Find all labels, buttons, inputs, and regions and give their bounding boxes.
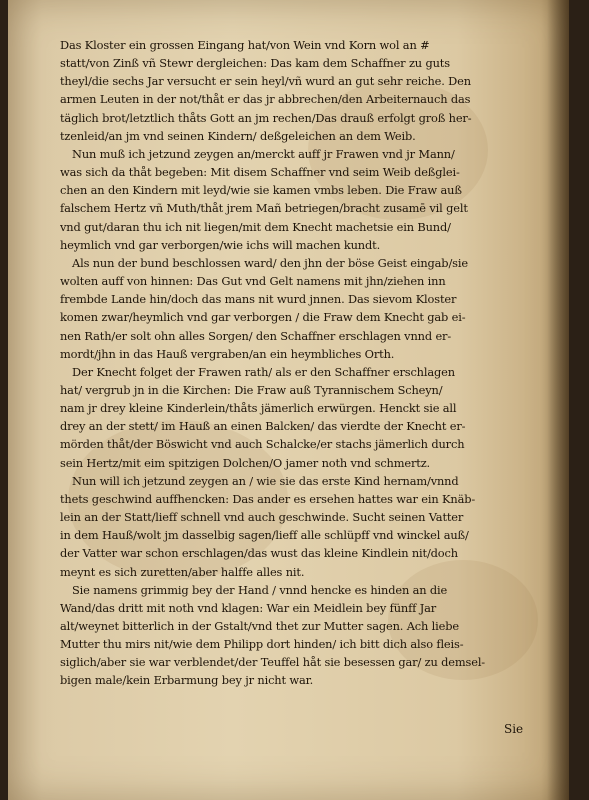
page-body-text — [60, 36, 530, 690]
text-line: statt/von Zinß vñ Stewr dergleichen: Das kam dem Schaffner zu guts — [60, 56, 450, 71]
text-line: nam jr drey kleine Kinderlein/thåts jämerlich erwürgen. Henckt sie all — [60, 401, 457, 416]
page-edge-shadow — [547, 0, 569, 800]
paragraph — [60, 472, 530, 581]
text-line: nen Rath/er solt ohn alles Sorgen/ den Schaffner erschlagen vnnd er- — [60, 328, 452, 343]
text-line: was sich da thåt begeben: Mit disem Schaffner vnd seim Weib deßglei- — [60, 165, 460, 180]
text-line: mörden thåt/der Böswicht vnd auch Schalcke/er stachs jämerlich durch — [60, 437, 465, 452]
paragraph — [60, 363, 530, 472]
text-line: siglich/aber sie war verblendet/der Teuffel håt sie besessen gar/ zu demsel- — [60, 655, 486, 670]
text-line: vnd gut/daran thu ich nit liegen/mit dem Knecht machetsie ein Bund/ — [60, 219, 451, 234]
text-line: meynt es sich zuretten/aber halffe alles nit. — [60, 564, 305, 579]
text-line: Sie namens grimmig bey der Hand / vnnd hencke es hinden an die — [72, 582, 448, 597]
text-line: in dem Hauß/wolt jm dasselbig sagen/lieff alle schlüpff vnd winckel auß/ — [60, 528, 469, 543]
text-line: chen an den Kindern mit leyd/wie sie kamen vmbs leben. Die Fraw auß — [60, 183, 462, 198]
paragraph — [60, 254, 530, 363]
book-page — [8, 0, 569, 800]
text-line: drey an der stett/ im Hauß an einen Balcken/ das vierdte der Knecht er- — [60, 419, 466, 434]
text-line: Nun muß ich jetzund zeygen an/merckt auff jr Frawen vnd jr Mann/ — [72, 146, 455, 161]
text-line: der Vatter war schon erschlagen/das wust das kleine Kindlein nit/doch — [60, 546, 458, 561]
text-line: heymlich vnd gar verborgen/wie ichs will machen kundt. — [60, 237, 381, 252]
text-line: falschem Hertz vñ Muth/thåt jrem Mañ betriegen/bracht zusamē vil gelt — [60, 201, 468, 216]
text-line: bigen male/kein Erbarmung bey jr nicht war. — [60, 673, 314, 688]
text-line: frembde Lande hin/doch das mans nit wurd jnnen. Das sievom Kloster — [60, 292, 457, 307]
paragraph — [60, 581, 530, 690]
text-line: Nun will ich jetzund zeygen an / wie sie das erste Kind hernam/vnnd — [72, 473, 459, 488]
text-line: lein an der Statt/lieff schnell vnd auch geschwinde. Sucht seinen Vatter — [60, 510, 464, 525]
text-line: tzenleid/an jm vnd seinen Kindern/ deßgeleichen an dem Weib. — [60, 128, 416, 143]
text-line: thets geschwind auffhencken: Das ander es ersehen hattes war ein Knäb- — [60, 491, 476, 506]
text-line: sein Hertz/mit eim spitzigen Dolchen/O jamer noth vnd schmertz. — [60, 455, 431, 470]
text-line: täglich brot/letztlich thåts Gott an jm rechen/Das drauß erfolgt groß her- — [60, 110, 472, 125]
text-line: theyl/die sechs Jar versucht er sein heyl/vñ wurd an gut sehr reiche. Den — [60, 74, 471, 89]
paragraph — [60, 36, 530, 145]
text-line: Der Knecht folget der Frawen rath/ als er den Schaffner erschlagen — [72, 364, 455, 379]
text-line: mordt/jhn in das Hauß vergraben/an ein heymbliches Orth. — [60, 346, 395, 361]
text-line: wolten auff von hinnen: Das Gut vnd Gelt namens mit jhn/ziehen inn — [60, 274, 446, 289]
paragraph — [60, 145, 530, 254]
text-line: armen Leuten in der not/thåt er das jr abbrechen/den Arbeiternauch das — [60, 92, 471, 107]
text-line: komen zwar/heymlich vnd gar verborgen / die Fraw dem Knecht gab ei- — [60, 310, 466, 325]
text-line: Mutter thu mirs nit/wie dem Philipp dort hinden/ ich bitt dich also fleis- — [60, 637, 464, 652]
text-line: Als nun der bund beschlossen ward/ den jhn der böse Geist eingab/sie — [72, 255, 468, 270]
text-line: Wand/das dritt mit noth vnd klagen: War ein Meidlein bey fünff Jar — [60, 600, 437, 615]
text-line: Das Kloster ein grossen Eingang hat/von Wein vnd Korn wol an # — [60, 38, 430, 52]
text-line: hat/ vergrub jn in die Kirchen: Die Fraw auß Tyrannischem Scheyn/ — [60, 382, 443, 397]
text-line: alt/weynet bitterlich in der Gstalt/vnd thet zur Mutter sagen. Ach liebe — [60, 619, 459, 633]
catchword: Sie — [504, 722, 524, 736]
